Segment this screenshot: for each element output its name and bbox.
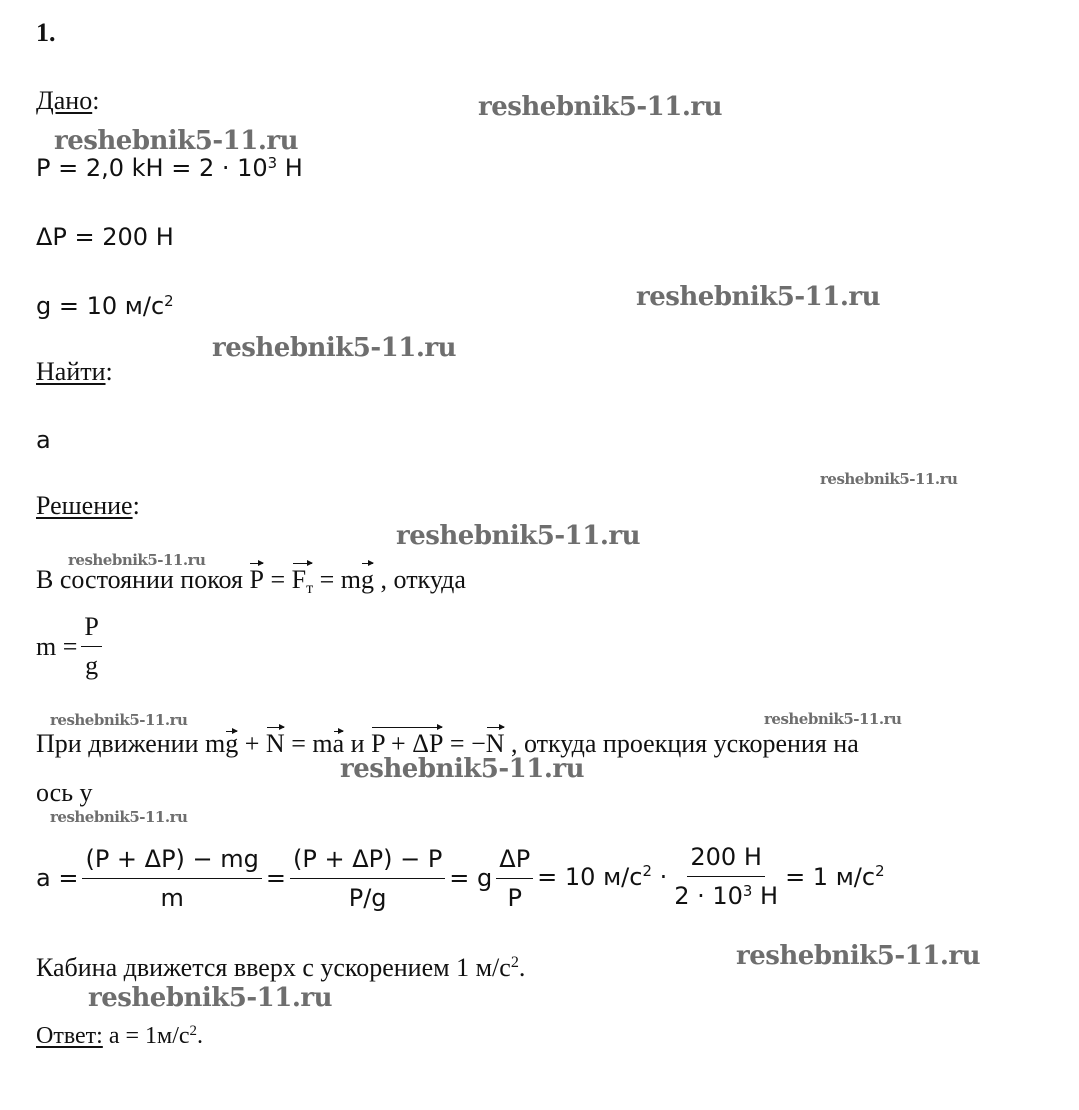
answer: Ответ: $a = 1м/с^2$. bbox=[36, 1022, 203, 1049]
watermark: reshebnik5-11.ru bbox=[50, 808, 188, 826]
find-value: a bbox=[36, 426, 51, 454]
given-weight-change: ΔP = 200 H bbox=[36, 223, 174, 251]
watermark: reshebnik5-11.ru bbox=[212, 333, 457, 363]
vector-P: P bbox=[249, 565, 264, 594]
vector-N: N bbox=[265, 729, 285, 758]
solution-heading: Решение: bbox=[36, 491, 140, 520]
watermark: reshebnik5-11.ru bbox=[764, 710, 902, 728]
vector-g: g bbox=[361, 565, 375, 594]
vector-a: a bbox=[332, 729, 345, 758]
watermark: reshebnik5-11.ru bbox=[68, 551, 206, 569]
watermark: reshebnik5-11.ru bbox=[50, 711, 188, 729]
watermark: reshebnik5-11.ru bbox=[478, 92, 723, 122]
rest-state-line: В состоянии покоя $P = F_т$ = mg , откуда bbox=[36, 565, 466, 599]
solution-label: Решение bbox=[36, 491, 133, 520]
axis-line: ось y bbox=[36, 778, 93, 807]
vector-g: g bbox=[225, 729, 239, 758]
watermark: reshebnik5-11.ru bbox=[340, 754, 585, 784]
watermark: reshebnik5-11.ru bbox=[820, 470, 958, 488]
vector-P-plus-dP: P + ΔP bbox=[371, 729, 444, 758]
watermark: reshebnik5-11.ru bbox=[636, 282, 881, 312]
find-label: Найти bbox=[36, 357, 106, 386]
answer-label: Ответ: bbox=[36, 1023, 103, 1049]
problem-number: 1. bbox=[36, 18, 56, 47]
watermark: reshebnik5-11.ru bbox=[54, 126, 299, 156]
watermark: reshebnik5-11.ru bbox=[396, 521, 641, 551]
vector-N: N bbox=[485, 729, 505, 758]
mass-formula: m = $\frac{P}{g}$ bbox=[36, 612, 106, 681]
mass-fraction: $\frac{P}{g}$ bbox=[81, 612, 101, 681]
find-heading: Найти: bbox=[36, 357, 113, 386]
watermark: reshebnik5-11.ru bbox=[88, 983, 333, 1013]
watermark: reshebnik5-11.ru bbox=[736, 941, 981, 971]
motion-line: При движении mg + N = ma и P + ΔP = −N , откуда проекция ускорения на bbox=[36, 729, 859, 758]
vector-Ft: $F_т$ bbox=[292, 565, 314, 599]
given-gravity: g = 10 $м/с^2$ bbox=[36, 291, 174, 320]
conclusion: Кабина движется вверх с ускорением 1 $м/с^2$. bbox=[36, 953, 526, 982]
acceleration-formula: a = $\frac{(P + \Delta P) - mg}{m}$ = $\frac{(P + \Delta P) - P}{P/g}$ = g $\frac{\Delta P}{P}$ = 10 $м/с^2$ · $\frac{200 H}{2 \cdot 10^3 H}$ = 1 $м/с^2$ bbox=[36, 843, 885, 912]
given-weight: P = 2,0 kH = $2 \cdot 10^3$ H bbox=[36, 153, 303, 182]
given-label: Дано bbox=[36, 86, 93, 115]
given-heading: Дано: bbox=[36, 86, 100, 115]
